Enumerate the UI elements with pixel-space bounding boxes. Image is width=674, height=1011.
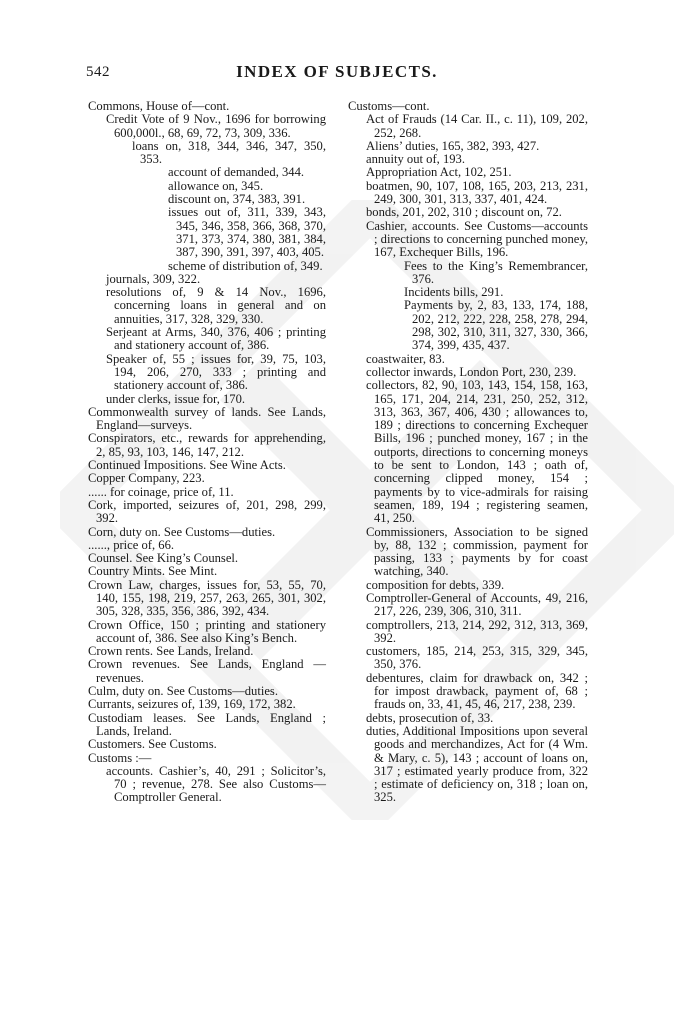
index-entry: Speaker of, 55 ; issues for, 39, 75, 103, 194, 206, 270, 333 ; printing and stationery account of, 386. xyxy=(106,351,326,393)
index-entry: Commonwealth survey of lands. See Lands, England—surveys. xyxy=(88,404,326,433)
index-entry: Comptroller-General of Accounts, 49, 216, 217, 226, 239, 306, 310, 311. xyxy=(366,590,588,619)
index-entry: Crown Law, charges, issues for, 53, 55, 70, 140, 155, 198, 219, 257, 263, 265, 301, 302, 305, 328, 335, 356, 386, 392, 434. xyxy=(88,577,326,619)
index-entry: Country Mints. See Mint. xyxy=(88,564,218,579)
index-entry: Payments by, 2, 83, 133, 174, 188, 202, 212, 222, 228, 258, 278, 294, 298, 302, 310, 311, 327, 330, 366, 374, 399, 435, 437. xyxy=(404,298,588,353)
index-entry: allowance on, 345. xyxy=(168,178,264,193)
index-entry: Customers. See Customs. xyxy=(88,737,217,752)
right-column xyxy=(348,100,588,805)
index-entry: Fees to the King’s Remembrancer, 376. xyxy=(404,258,588,286)
index-entry: account of demanded, 344. xyxy=(168,165,305,180)
index-entry: debts, prosecution of, 33. xyxy=(366,710,494,725)
index-entry: accounts. Cashier’s, 40, 291 ; Solicitor’s, 70 ; revenue, 278. See also Customs—Comptroller General. xyxy=(106,763,326,805)
index-entry: resolutions of, 9 & 14 Nov., 1696, concerning loans in general and on annuities, 317, 328, 329, 330. xyxy=(106,285,326,326)
running-head: INDEX OF SUBJECTS. xyxy=(236,62,438,81)
index-entry: Conspirators, etc., rewards for apprehending, 2, 85, 93, 103, 146, 147, 212. xyxy=(88,431,326,459)
index-entry: customers, 185, 214, 253, 315, 329, 345, 350, 376. xyxy=(366,644,588,672)
index-entry: journals, 309, 322. xyxy=(106,271,201,286)
index-entry: Corn, duty on. See Customs—duties. xyxy=(88,524,276,539)
index-entry: Culm, duty on. See Customs—duties. xyxy=(88,684,278,699)
index-entry: Crown revenues. See Lands, England —revenues. xyxy=(88,657,326,685)
index-entry: debentures, claim for drawback on, 342 ; for impost drawback, payment of, 68 ; frauds on, 33, 41, 45, 46, 217, 238, 239. xyxy=(366,670,588,712)
index-entry: Currants, seizures of, 139, 169, 172, 382. xyxy=(88,697,296,712)
index-entry: Copper Company, 223. xyxy=(88,471,205,486)
index-entry: Counsel. See King’s Counsel. xyxy=(88,551,239,566)
index-entry: Serjeant at Arms, 340, 376, 406 ; printing and stationery account of, 386. xyxy=(106,325,326,353)
left-column xyxy=(88,100,326,805)
index-entry: Customs—cont. xyxy=(348,99,430,113)
index-entry: Commons, House of—cont. xyxy=(88,99,230,113)
index-entry: annuity out of, 193. xyxy=(366,152,465,167)
index-entry: Commissioners, Association to be signed by, 88, 132 ; commission, payment for passing, 133 ; payments by for coast watching, 340. xyxy=(366,524,588,579)
index-entry: issues out of, 311, 339, 343, 345, 346, 358, 366, 368, 370, 371, 373, 374, 380, 381, 384, 387, 390, 391, 397, 403, 405. xyxy=(168,205,326,260)
index-entry: Appropriation Act, 102, 251. xyxy=(366,165,512,180)
index-entry: composition for debts, 339. xyxy=(366,577,505,592)
index-entry: Crown rents. See Lands, Ireland. xyxy=(88,644,254,659)
page-header xyxy=(0,62,674,84)
index-entry: ...... for coinage, price of, 11. xyxy=(88,484,234,499)
index-entry: Custodiam leases. See Lands, England ; Lands, Ireland. xyxy=(88,710,326,738)
index-entry: boatmen, 90, 107, 108, 165, 203, 213, 231, 249, 300, 301, 313, 337, 401, 424. xyxy=(366,178,588,207)
index-entry: Act of Frauds (14 Car. II., c. 11), 109, 202, 252, 268. xyxy=(366,112,588,140)
index-entry: ......, price of, 66. xyxy=(88,537,175,552)
index-entry: Continued Impositions. See Wine Acts. xyxy=(88,458,286,473)
index-entry: scheme of distribution of, 349. xyxy=(168,258,323,273)
index-entry: collector inwards, London Port, 230, 239. xyxy=(366,364,577,379)
index-entry: Aliens’ duties, 165, 382, 393, 427. xyxy=(366,138,540,153)
index-entry: loans on, 318, 344, 346, 347, 350, 353. xyxy=(132,138,326,167)
index-entry: Customs :— xyxy=(88,750,152,765)
index-entry: Credit Vote of 9 Nov., 1696 for borrowing 600,000l., 68, 69, 72, 73, 309, 336. xyxy=(106,112,326,140)
index-entry: Incidents bills, 291. xyxy=(404,285,504,300)
index-entry: Crown Office, 150 ; printing and stationery account of, 386. See also King’s Bench. xyxy=(88,617,326,645)
index-entry: coastwaiter, 83. xyxy=(366,351,445,366)
index-entry: discount on, 374, 383, 391. xyxy=(168,192,306,207)
index-entry: under clerks, issue for, 170. xyxy=(106,391,246,406)
page-number: 542 xyxy=(86,64,110,80)
index-entry: Cork, imported, seizures of, 201, 298, 299, 392. xyxy=(88,497,326,526)
index-entry: comptrollers, 213, 214, 292, 312, 313, 369, 392. xyxy=(366,617,588,645)
index-entry: Cashier, accounts. See Customs—accounts ; directions to concerning punched money, 167, Exchequer Bills, 196. xyxy=(366,218,588,260)
index-entry: collectors, 82, 90, 103, 143, 154, 158, 163, 165, 171, 204, 214, 231, 250, 252, 312, 313, 363, 367, 406, 430 ; allowances to, 189 ; directions to concerning Exchequer Bills, 196 ; punched money, 167 ; in the outports, directions to concerning moneys to be sent to London, 143 ; oath of, concerning clipped money, 154 ; payments by to vice-admirals for raising seamen, 189, 194 ; registering seamen, 41, 250. xyxy=(366,378,588,526)
index-entry: duties, Additional Impositions upon several goods and merchandizes, Act for (4 Wm. & Mary, c. 5), 143 ; account of loans on, 317 ; estimated yearly produce from, 322 ; estimate of deficiency on, 318 ; loan on, 325. xyxy=(366,723,588,805)
index-entry: bonds, 201, 202, 310 ; discount on, 72. xyxy=(366,205,562,220)
